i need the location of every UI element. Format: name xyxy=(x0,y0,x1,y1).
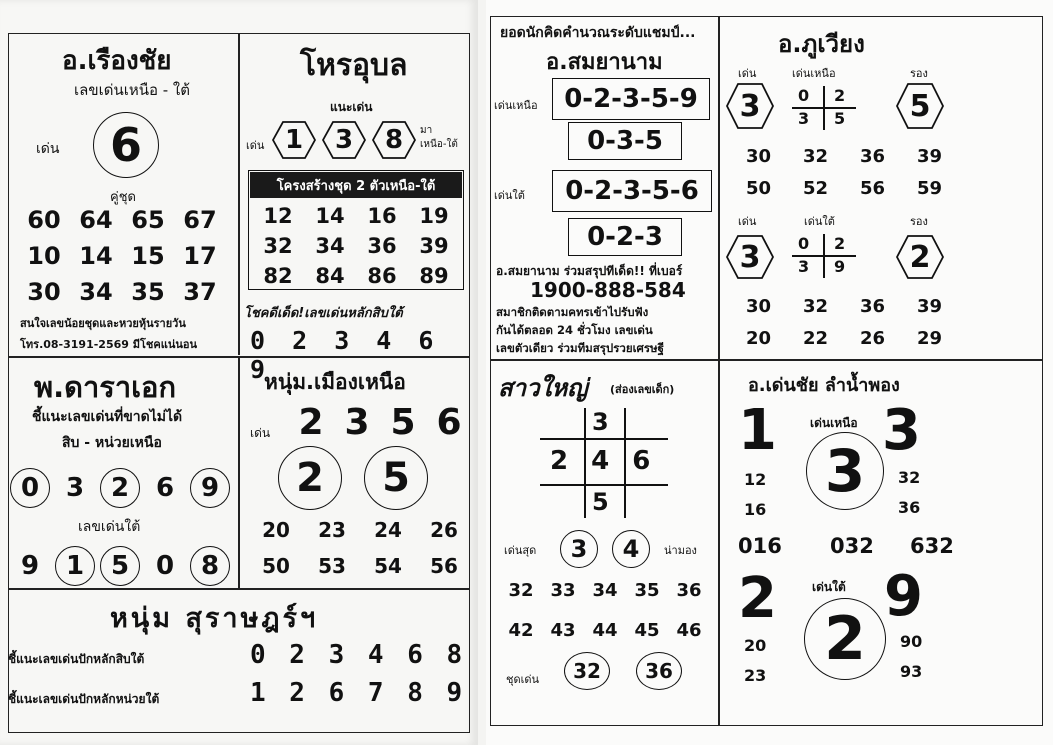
value: 93 xyxy=(900,662,923,681)
label-den: เด่น xyxy=(738,67,757,80)
circled-digit: 2 xyxy=(278,446,342,510)
pair-row: 10 14 15 17 xyxy=(27,242,217,270)
grid-row: 12 14 16 19 xyxy=(263,204,449,228)
north-center-circle: 3 xyxy=(806,432,884,510)
circled-digit: 5 xyxy=(100,546,140,586)
digit: 9 xyxy=(20,551,40,581)
pair-row: 20 23 24 26 xyxy=(262,518,458,542)
right-page xyxy=(486,0,1053,745)
pair-row: 30 34 35 37 xyxy=(27,278,217,306)
den-label: เด่น xyxy=(246,139,265,152)
circled-digit: 9 xyxy=(190,468,230,508)
grid-row: 32 34 36 39 xyxy=(263,234,449,258)
hex-digit: 8 xyxy=(372,120,416,160)
den-label: เด่น xyxy=(36,141,60,157)
line2: สิบ - หน่วยเหนือ xyxy=(62,435,162,451)
pair-row: 60 64 65 67 xyxy=(27,206,217,234)
line2-digits: 1 2 6 7 8 9 xyxy=(250,678,467,708)
line1-digits: 0 2 3 4 6 8 xyxy=(250,640,467,670)
suggest-label: แนะเด่น xyxy=(330,100,373,114)
densut-label: เด่นสุด xyxy=(504,544,537,557)
hex-digit: 3 xyxy=(726,82,774,130)
section-title: หนุ่ม สุราษฎร์ฯ xyxy=(110,603,319,634)
promo-text: อ.สมยานาม ร่วมสรุปทีเด็ด!! ที่เบอร์ xyxy=(496,264,683,278)
south-right-big: 9 xyxy=(884,564,923,629)
south-center-circle: 2 xyxy=(804,598,886,680)
digit: 0 xyxy=(155,551,175,581)
densut-digit: 4 xyxy=(612,530,650,568)
north-left-big: 1 xyxy=(738,398,777,463)
value: 23 xyxy=(744,666,767,685)
pair-row: 30 32 36 39 xyxy=(745,146,943,167)
pair-row: 32 33 34 35 36 xyxy=(508,580,702,601)
north-small: 0-3-5 xyxy=(568,122,682,160)
north-right-big: 3 xyxy=(882,398,921,463)
left-page xyxy=(0,0,478,745)
circled-digit: 0 xyxy=(10,468,50,508)
chud-label: ชุดเด่น xyxy=(506,673,540,686)
divider xyxy=(8,588,470,590)
pair-row: 30 32 36 39 xyxy=(745,296,943,317)
section-title: โหรอุบล xyxy=(300,48,408,83)
circled-digit: 8 xyxy=(190,546,230,586)
line1: ชี้แนะเลขเด่นที่ขาดไม่ได้ xyxy=(32,409,183,425)
cross-grid: 3 2 4 6 5 xyxy=(540,408,668,518)
section-subtitle: เลขเด่นเหนือ - ใต้ xyxy=(74,81,190,99)
tens-digits: 0 2 3 4 6 9 xyxy=(250,326,440,384)
south-small: 0-2-3 xyxy=(568,218,682,256)
fraction-box: 0 2 3 9 xyxy=(792,234,856,278)
value: 90 xyxy=(900,632,923,651)
label-den: เด่น xyxy=(738,215,757,228)
north-big: 0-2-3-5-9 xyxy=(552,78,710,120)
pair-row: 20 22 26 29 xyxy=(745,328,943,349)
footer-text: สนใจเลขน้อยชุดและหวยหุ้นรายวัน xyxy=(20,317,186,330)
phone-text: โทร.08-3191-2569 มีโชคแน่นอน xyxy=(20,338,197,351)
hex-digit: 5 xyxy=(896,82,944,130)
value: 16 xyxy=(744,500,767,519)
digit: 3 xyxy=(65,473,85,503)
section-title: อ.ภูเวียง xyxy=(778,30,865,58)
desc-text: สมาชิกติดตามคทรเข้าไปรับฟัง xyxy=(496,305,649,319)
south-big: 0-2-3-5-6 xyxy=(552,170,712,212)
side-note: มา เหนือ-ใต้ xyxy=(420,125,458,150)
hex-digit: 3 xyxy=(726,234,774,280)
chud-number: 36 xyxy=(636,652,682,690)
phone-number: 1900-888-584 xyxy=(530,278,686,302)
north-label: เด่นเหนือ xyxy=(494,99,538,112)
pair-row: 50 52 56 59 xyxy=(745,178,943,199)
chud-number: 32 xyxy=(564,652,610,690)
line1-label: ชี้แนะเลขเด่นปักหลักสิบใต้ xyxy=(8,652,145,666)
section-subtitle: (ส่องเลขเด็ก) xyxy=(610,383,675,396)
label-rong: รอง xyxy=(910,215,928,228)
hex-digit: 1 xyxy=(272,120,316,160)
label-north: เด่นเหนือ xyxy=(792,67,836,80)
den-label: เด่น xyxy=(250,426,271,440)
densut-digit: 3 xyxy=(560,530,598,568)
value: 20 xyxy=(744,636,767,655)
divider xyxy=(718,16,720,726)
hex-digit: 3 xyxy=(322,120,366,160)
south-digits xyxy=(8,546,233,586)
value: 32 xyxy=(898,468,921,487)
divider xyxy=(238,33,240,355)
section-title: อ.เด่นชัย ลำน้ำพอง xyxy=(748,375,900,396)
section-title: อ.สมยานาม xyxy=(546,50,663,75)
circled-digit: 2 xyxy=(100,468,140,508)
section-title: อ.เรืองชัย xyxy=(62,46,172,76)
desc-text: เลขตัวเดียว ร่วมทีมสรุปรวยเศรษฐี xyxy=(496,341,664,355)
divider xyxy=(238,358,240,588)
label-rong: รอง xyxy=(910,67,928,80)
den-digits: 2 3 5 6 xyxy=(298,402,462,443)
digit: 6 xyxy=(155,473,175,503)
south-label: เด่นใต้ xyxy=(494,189,525,202)
south-label: เลขเด่นใต้ xyxy=(78,519,141,535)
circled-digit: 1 xyxy=(55,546,95,586)
hex-digit: 2 xyxy=(896,234,944,280)
section-title: สาวใหญ่ xyxy=(498,374,588,402)
section-title: พ.ดาราเอก xyxy=(34,370,176,404)
line2-label: ชี้แนะเลขเด่นปักหลักหน่วยใต้ xyxy=(8,692,160,706)
north-digits xyxy=(8,468,233,508)
namong-label: น่ามอง xyxy=(664,544,697,557)
mid-row: 016 032 632 xyxy=(738,534,954,558)
grid-row: 82 84 86 89 xyxy=(263,264,449,288)
south-left-big: 2 xyxy=(738,566,777,631)
value: 12 xyxy=(744,470,767,489)
tens-label: โชคดีเด็ด!เลขเด่นหลักสิบใต้ xyxy=(244,306,403,321)
pair-row: 50 53 54 56 xyxy=(262,554,458,578)
header-text: ยอดนักคิดคำนวณระดับแชมป์... xyxy=(500,25,696,41)
south-label: เด่นใต้ xyxy=(812,580,846,594)
section-title: หนุ่ม.เมืองเหนือ xyxy=(264,370,406,394)
pair-row: 42 43 44 45 46 xyxy=(508,620,702,641)
circled-digit: 5 xyxy=(364,446,428,510)
north-label: เด่นเหนือ xyxy=(810,416,858,430)
den-circle: 6 xyxy=(93,112,159,178)
value: 36 xyxy=(898,498,921,517)
label-south: เด่นใต้ xyxy=(804,215,835,228)
desc-text: กันได้ตลอด 24 ชั่วโมง เลขเด่น xyxy=(496,323,653,337)
fraction-box: 0 2 3 5 xyxy=(792,86,856,130)
pair-label: คู่ชุด xyxy=(110,190,136,205)
divider xyxy=(490,359,1043,361)
banner: โครงสร้างชุด 2 ตัวเหนือ-ใต้ xyxy=(250,172,462,198)
